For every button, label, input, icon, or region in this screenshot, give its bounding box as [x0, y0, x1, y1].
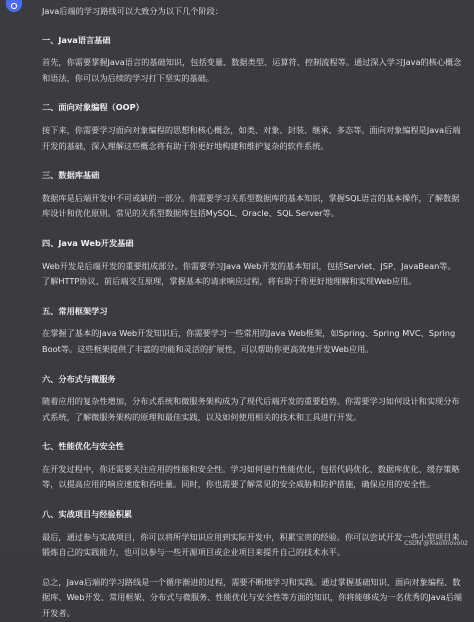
section-body: 数据库是后端开发中不可或缺的一部分。你需要学习关系型数据库的基本知识，掌握SQL语言的基本操作，了解数据库设计和优化原则。常见的关系型数据库包括MySQL、Oracle、SQL Server等。 [42, 192, 460, 219]
section-title: 六、分布式与微服务 [42, 373, 116, 384]
section-title: 四、Java Web开发基础 [42, 237, 134, 248]
section-title: 一、Java语言基础 [42, 34, 111, 45]
message-content [42, 4, 462, 622]
section [42, 168, 462, 222]
intro-text: Java后端的学习路线可以大致分为以下几个阶段： [42, 6, 224, 16]
section-title: 八、实战项目与经验积累 [42, 509, 133, 520]
section-body: 最后，通过参与实战项目，你可以将所学知识应用到实际开发中，积累宝贵的经验。你可以尝试开发一些小型项目来锻炼自己的实践能力，也可以参与一些开源项目或企业项目来提升自己的技术水平。 [42, 531, 460, 558]
assistant-logo-icon [10, 2, 18, 10]
section-body: Web开发是后端开发的重要组成部分。你需要学习Java Web开发的基本知识，包括Servlet、JSP、JavaBean等。了解HTTP协议、前后端交互原理，掌握基本的请求响应过程，将有助于你更好地理解和实现Web应用。 [42, 260, 456, 287]
section-title: 七、性能优化与安全性 [42, 441, 124, 452]
csdn-credit: CSDN @Xiaolinovo02 [404, 540, 468, 547]
section-body: 在掌握了基本的Java Web开发知识后，你需要学习一些常用的Java Web框架，如Spring、Spring MVC、Spring Boot等。这些框架提供了丰富的功能和灵活的扩展性，可以帮助你更高效地开发Web应用。 [42, 328, 456, 354]
assistant-avatar [6, 0, 22, 12]
section [42, 372, 462, 426]
section [42, 100, 462, 154]
section [42, 236, 462, 290]
section [42, 304, 462, 358]
section-body: 随着应用的复杂性增加，分布式系统和微服务架构成为了现代后端开发的重要趋势。你需要学习如何设计和实现分布式系统，了解微服务架构的原理和最佳实践，以及如何使用相关的技术和工具进行开发。 [42, 396, 460, 422]
section-title: 二、面向对象编程（OOP） [42, 102, 144, 113]
section [42, 439, 462, 493]
section-body: 首先，你需要掌握Java语言的基础知识，包括变量、数据类型、运算符、控制流程等。通过深入学习Java的核心概念和语法，你可以为后续的学习打下坚实的基础。 [42, 57, 462, 83]
summary-text: 总之，Java后端的学习路线是一个循序渐进的过程，需要不断地学习和实践。通过掌握基础知识、面向对象编程、数据库、Web开发、常用框架、分布式与微服务、性能优化与安全性等方面的知识，你将能够成为一名优秀的Java后端开发者。 [42, 576, 462, 619]
section-title: 三、数据库基础 [42, 170, 100, 181]
section [42, 33, 462, 87]
section-body: 接下来，你需要学习面向对象编程的思想和核心概念，如类、对象、封装、继承、多态等。面向对象编程是Java后端开发的基础，深入理解这些概念将有助于你更好地构建和维护复杂的软件系统。 [42, 124, 461, 151]
section [42, 507, 462, 561]
section-body: 在开发过程中，你还需要关注应用的性能和安全性。学习如何进行性能优化，包括代码优化、数据库优化、缓存策略等，以提高应用的响应速度和吞吐量。同时，你也需要了解常见的安全威胁和防护措施，确保应用的安全性。 [42, 463, 460, 490]
section-title: 五、常用框架学习 [42, 305, 108, 316]
